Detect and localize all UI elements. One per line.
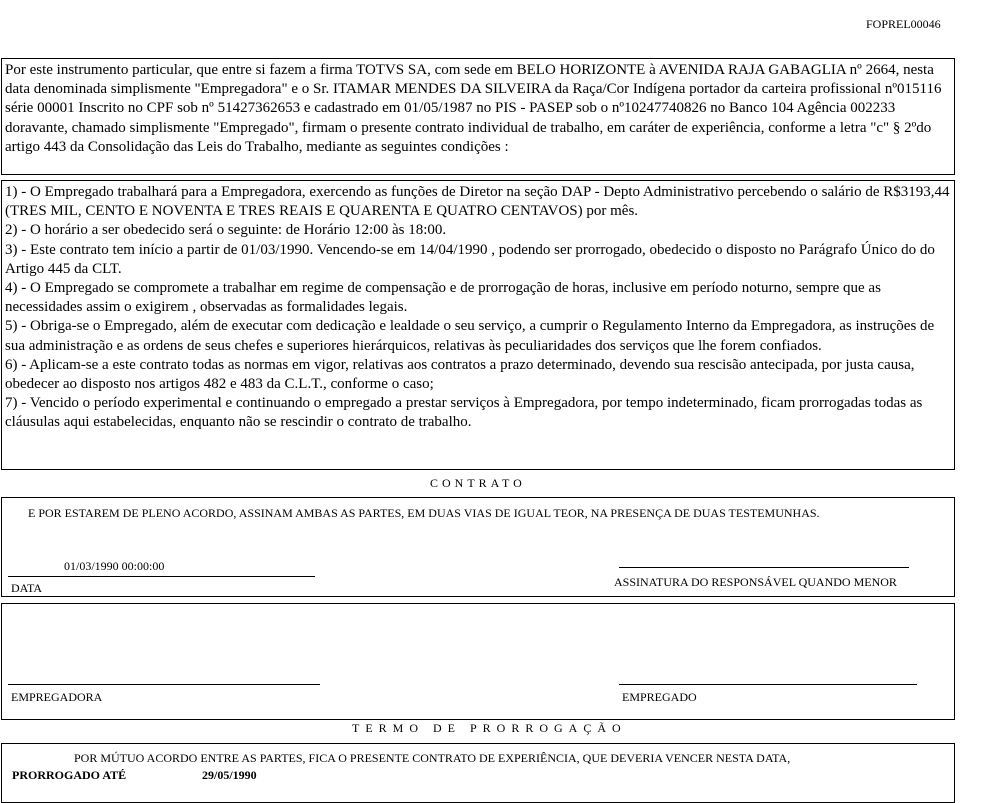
extended-until-label: PRORROGADO ATÉ — [12, 768, 127, 782]
extension-title: TERMO DE PRORROGAÇÃO — [352, 721, 627, 735]
employer-signature-line — [8, 684, 320, 685]
agreement-text: E POR ESTAREM DE PLENO ACORDO, ASSINAM AMBAS AS PARTES, EM DUAS VIAS DE IGUAL TEOR, NA PRESENÇA DE DUAS TESTEMUNHAS. — [28, 506, 820, 520]
clause-4: 4) - O Empregado se compromete a trabalhar em regime de compensação e de prorrogação de horas, inclusive em período noturno, sempre que as necessidades assim o exigirem , observadas as formalidades legais. — [5, 280, 881, 316]
clause-5: 5) - Obriga-se o Empregado, além de executar com dedicação e lealdade o seu serviço, a cumprir o Regulamento Interno da Empregadora, as instruções de sua administração e as ordens de seus chefes e superiores hierárquicos, relativas às peculiaridades dos serviços que lhe forem confiados. — [5, 318, 935, 354]
employee-signature-line — [619, 684, 917, 685]
guardian-signature-line — [619, 567, 909, 568]
date-value: 01/03/1990 00:00:00 — [64, 559, 165, 573]
date-label: DATA — [11, 581, 43, 595]
clause-6: 6) - Aplicam-se a este contrato todas as normas em vigor, relativas aos contratos a prazo determinado, devendo sua rescisão antecipada, por justa causa, obedecer ao disposto nos artigos 482 e 483 da C.L.T., conforme o caso; — [5, 356, 915, 393]
extension-box — [1, 743, 955, 803]
form-code: FOPREL00046 — [866, 17, 941, 31]
signature-box-parties — [1, 603, 955, 720]
employee-label: EMPREGADO — [622, 690, 697, 704]
clause-7: 7) - Vencido o período experimental e continuando o empregado a prestar serviços à Empregadora, por tempo indeterminado, ficam prorrogadas todas as cláusulas aqui estabelecidas, enquanto não se rescindir o contrato de trabalho. — [5, 395, 923, 431]
guardian-label: ASSINATURA DO RESPONSÁVEL QUANDO MENOR — [614, 575, 897, 589]
clause-3: 3) - Este contrato tem início a partir de 01/03/1990. Vencendo-se em 14/04/1990 , podendo ser prorrogado, obedecido o disposto no Parágrafo Único do do Artigo 445 da CLT. — [5, 241, 935, 277]
contract-title: CONTRATO — [430, 476, 526, 490]
date-line — [8, 576, 315, 577]
signature-box-date — [1, 497, 955, 597]
clause-2: 2) - O horário a ser obedecido será o seguinte: de Horário 12:00 às 18:00. — [5, 222, 447, 239]
employer-label: EMPREGADORA — [11, 690, 103, 704]
clauses-box — [1, 180, 955, 470]
extension-text: POR MÚTUO ACORDO ENTRE AS PARTES, FICA O PRESENTE CONTRATO DE EXPERIÊNCIA, QUE DEVERIA VENCER NESTA DATA, — [74, 751, 791, 765]
intro-box — [1, 58, 955, 175]
intro-paragraph: Por este instrumento particular, que entre si fazem a firma TOTVS SA, com sede em BELO HORIZONTE à AVENIDA RAJA GABAGLIA nº 2664, nesta data denominada simplismente "Empregadora" e o Sr. ITAMAR MENDES DA SILVEIRA da Raça/Cor Indígena portador da carteira profissional nº015116 série 00001 Inscrito no CPF sob nº 51427362653 e cadastrado em 01/05/1987 no PIS - PASEP sob o nº10247740826 no Banco 104 Agência 002233 doravante, chamado simplismente "Empregado", firmam o presente contrato individual de trabalho, em caráter de experiência, conforme a letra "c" § 2ºdo artigo 443 da Consolidação das Leis do Trabalho, mediante as seguintes condições : — [5, 62, 942, 155]
clause-1: 1) - O Empregado trabalhará para a Empregadora, exercendo as funções de Diretor na seção DAP - Depto Administrativo percebendo o salário de R$3193,44 (TRES MIL, CENTO E NOVENTA E TRES REAIS E QUARENTA E QUATRO CENTAVOS) por mês. — [5, 184, 950, 220]
clauses-list — [5, 183, 955, 433]
extended-until-date: 29/05/1990 — [202, 768, 257, 782]
